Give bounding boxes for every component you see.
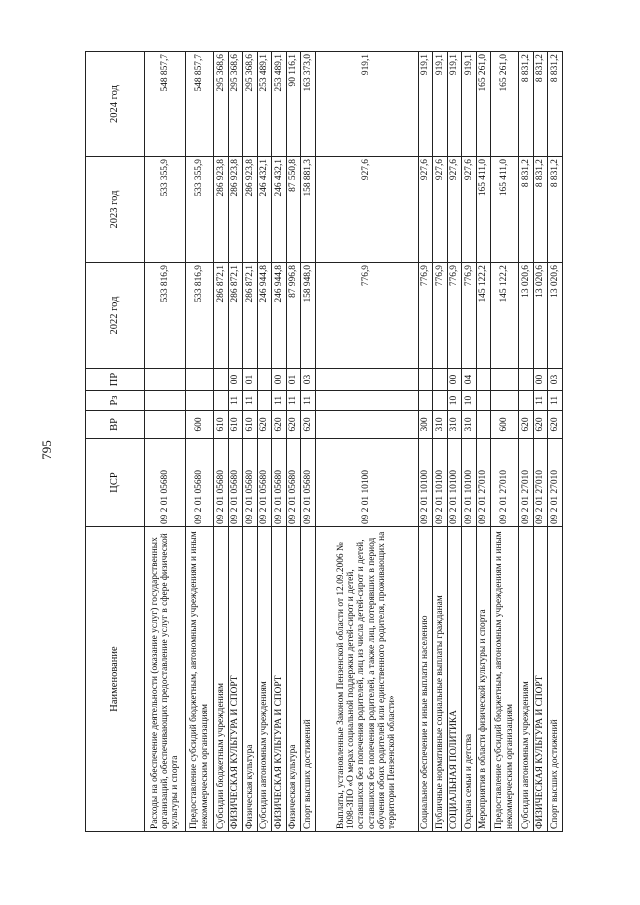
cell-pr: 00 — [228, 369, 243, 391]
cell-2024: 253 489,1 — [257, 52, 272, 157]
cell-pr — [315, 369, 418, 391]
cell-pr: 03 — [548, 369, 563, 391]
cell-name: Выплаты, установленные Законом Пензенской области от 12.09.2006 № 1098-ЗПО «О мерах социальной поддержки детей-сирот и детей, оставшихся без попечения родителей, лиц из числа детей-сирот и детей, оставшихся без попечения родителей, а также лиц, потерявших в период обучения обоих родителей или единственного родителя, проживающих на территории Пензенской области» — [315, 527, 418, 832]
cell-csr: 09 2 01 05680 — [145, 439, 186, 527]
cell-2023: 165 411,0 — [476, 157, 491, 263]
cell-rz: 11 — [272, 391, 287, 411]
cell-2023: 158 881,3 — [301, 157, 316, 263]
cell-rz — [315, 391, 418, 411]
cell-csr: 09 2 01 05680 — [214, 439, 229, 527]
cell-csr: 09 2 01 10100 — [315, 439, 418, 527]
header-rz: Рз — [86, 391, 145, 411]
cell-2023: 286 923,8 — [214, 157, 229, 263]
cell-rz: 11 — [301, 391, 316, 411]
cell-2023: 533 355,9 — [186, 157, 214, 263]
table-row — [301, 52, 316, 832]
table-row — [491, 52, 519, 832]
cell-rz: 11 — [286, 391, 301, 411]
cell-2023: 246 432,1 — [257, 157, 272, 263]
cell-csr: 09 2 01 05680 — [228, 439, 243, 527]
cell-csr: 09 2 01 27010 — [548, 439, 563, 527]
header-2023: 2023 год — [86, 157, 145, 263]
header-csr: ЦСР — [86, 439, 145, 527]
cell-rz — [145, 391, 186, 411]
header-2022: 2022 год — [86, 263, 145, 369]
cell-2024: 253 489,1 — [272, 52, 287, 157]
cell-vr — [315, 411, 418, 439]
cell-2022: 286 872,1 — [228, 263, 243, 369]
cell-name: ФИЗИЧЕСКАЯ КУЛЬТУРА И СПОРТ — [272, 527, 287, 832]
header-vr: ВР — [86, 411, 145, 439]
cell-pr: 01 — [243, 369, 258, 391]
cell-vr: 620 — [301, 411, 316, 439]
cell-name: Субсидии автономным учреждениям — [519, 527, 534, 832]
cell-2022: 776,9 — [418, 263, 433, 369]
cell-rz — [519, 391, 534, 411]
cell-rz: 10 — [462, 391, 477, 411]
cell-rz — [433, 391, 448, 411]
cell-name: ФИЗИЧЕСКАЯ КУЛЬТУРА И СПОРТ — [228, 527, 243, 832]
cell-pr — [214, 369, 229, 391]
cell-vr: 610 — [228, 411, 243, 439]
cell-vr: 620 — [548, 411, 563, 439]
cell-2024: 919,1 — [462, 52, 477, 157]
cell-name: Физическая культура — [243, 527, 258, 832]
cell-csr: 09 2 01 10100 — [462, 439, 477, 527]
cell-pr — [257, 369, 272, 391]
cell-rz: 11 — [548, 391, 563, 411]
cell-2024: 90 116,1 — [286, 52, 301, 157]
cell-vr: 600 — [491, 411, 519, 439]
cell-pr — [476, 369, 491, 391]
cell-vr: 620 — [257, 411, 272, 439]
cell-2023: 87 550,8 — [286, 157, 301, 263]
cell-name: Публичные нормативные социальные выплаты гражданам — [433, 527, 448, 832]
table-row — [315, 52, 418, 832]
cell-vr: 610 — [243, 411, 258, 439]
cell-rz — [476, 391, 491, 411]
cell-2024: 548 857,7 — [145, 52, 186, 157]
cell-rz — [491, 391, 519, 411]
cell-2022: 145 122,2 — [476, 263, 491, 369]
table-row — [476, 52, 491, 832]
cell-name: Социальное обеспечение и иные выплаты населению — [418, 527, 433, 832]
header-2024: 2024 год — [86, 52, 145, 157]
cell-name: Субсидии бюджетным учреждениям — [214, 527, 229, 832]
cell-name: Предоставление субсидий бюджетным, автономным учреждениям и иным некоммерческим организациям — [186, 527, 214, 832]
cell-2024: 295 368,6 — [228, 52, 243, 157]
cell-2024: 8 831,2 — [533, 52, 548, 157]
cell-2024: 548 857,7 — [186, 52, 214, 157]
cell-rz — [257, 391, 272, 411]
cell-rz — [418, 391, 433, 411]
cell-2022: 533 816,9 — [145, 263, 186, 369]
cell-vr: 620 — [533, 411, 548, 439]
cell-2022: 13 020,6 — [533, 263, 548, 369]
cell-pr — [186, 369, 214, 391]
cell-pr — [433, 369, 448, 391]
table-row — [272, 52, 287, 832]
cell-rz: 10 — [447, 391, 462, 411]
cell-2024: 919,1 — [447, 52, 462, 157]
cell-2022: 286 872,1 — [243, 263, 258, 369]
cell-2024: 295 368,6 — [243, 52, 258, 157]
cell-rz — [214, 391, 229, 411]
cell-name: Мероприятия в области физической культуры и спорта — [476, 527, 491, 832]
cell-2024: 919,1 — [418, 52, 433, 157]
cell-vr — [476, 411, 491, 439]
cell-2024: 8 831,2 — [548, 52, 563, 157]
cell-pr: 00 — [272, 369, 287, 391]
cell-pr: 00 — [533, 369, 548, 391]
cell-2024: 165 261,0 — [476, 52, 491, 157]
cell-pr — [519, 369, 534, 391]
cell-2023: 927,6 — [433, 157, 448, 263]
table-row — [533, 52, 548, 832]
cell-name: Расходы на обеспечение деятельности (оказание услуг) государственных организаций, обеспечивающих предоставление услуг в сфере физической культуры и спорта — [145, 527, 186, 832]
cell-2022: 13 020,6 — [548, 263, 563, 369]
cell-pr — [418, 369, 433, 391]
cell-csr: 09 2 01 10100 — [433, 439, 448, 527]
cell-2022: 776,9 — [462, 263, 477, 369]
cell-2022: 533 816,9 — [186, 263, 214, 369]
cell-name: Охрана семьи и детства — [462, 527, 477, 832]
cell-2024: 8 831,2 — [519, 52, 534, 157]
cell-2023: 533 355,9 — [145, 157, 186, 263]
table-row — [433, 52, 448, 832]
cell-rz: 11 — [228, 391, 243, 411]
cell-pr: 04 — [462, 369, 477, 391]
cell-2024: 295 368,6 — [214, 52, 229, 157]
cell-vr: 310 — [447, 411, 462, 439]
header-row — [86, 52, 145, 832]
cell-2023: 246 432,1 — [272, 157, 287, 263]
cell-name: ФИЗИЧЕСКАЯ КУЛЬТУРА И СПОРТ — [533, 527, 548, 832]
cell-2023: 927,6 — [462, 157, 477, 263]
table-row — [145, 52, 186, 832]
cell-2024: 163 373,0 — [301, 52, 316, 157]
cell-2024: 165 261,0 — [491, 52, 519, 157]
cell-pr: 01 — [286, 369, 301, 391]
table-row — [228, 52, 243, 832]
cell-name: СОЦИАЛЬНАЯ ПОЛИТИКА — [447, 527, 462, 832]
cell-csr: 09 2 01 27010 — [491, 439, 519, 527]
cell-csr: 09 2 01 05680 — [186, 439, 214, 527]
cell-csr: 09 2 01 05680 — [243, 439, 258, 527]
page-number: 795 — [39, 440, 54, 460]
cell-pr: 03 — [301, 369, 316, 391]
cell-pr: 00 — [447, 369, 462, 391]
cell-name: Спорт высших достижений — [301, 527, 316, 832]
cell-csr: 09 2 01 10100 — [418, 439, 433, 527]
cell-csr: 09 2 01 05680 — [286, 439, 301, 527]
cell-pr — [491, 369, 519, 391]
cell-2023: 165 411,0 — [491, 157, 519, 263]
cell-vr: 620 — [519, 411, 534, 439]
table-row — [257, 52, 272, 832]
cell-2023: 8 831,2 — [548, 157, 563, 263]
cell-csr: 09 2 01 27010 — [533, 439, 548, 527]
cell-name: Субсидии автономным учреждениям — [257, 527, 272, 832]
cell-2022: 246 944,8 — [272, 263, 287, 369]
cell-csr: 09 2 01 10100 — [447, 439, 462, 527]
cell-vr: 610 — [214, 411, 229, 439]
cell-vr: 310 — [462, 411, 477, 439]
cell-2022: 158 948,0 — [301, 263, 316, 369]
cell-rz: 11 — [533, 391, 548, 411]
cell-csr: 09 2 01 27010 — [476, 439, 491, 527]
cell-pr — [145, 369, 186, 391]
cell-2023: 8 831,2 — [533, 157, 548, 263]
cell-vr: 600 — [186, 411, 214, 439]
cell-2023: 927,6 — [315, 157, 418, 263]
cell-rz: 11 — [243, 391, 258, 411]
table-row — [447, 52, 462, 832]
cell-csr: 09 2 01 27010 — [519, 439, 534, 527]
table-row — [186, 52, 214, 832]
table-row — [548, 52, 563, 832]
cell-2022: 776,9 — [433, 263, 448, 369]
table-row — [243, 52, 258, 832]
cell-vr: 620 — [286, 411, 301, 439]
table-row — [462, 52, 477, 832]
cell-2022: 145 122,2 — [491, 263, 519, 369]
cell-vr: 310 — [433, 411, 448, 439]
budget-table — [85, 51, 563, 832]
cell-2022: 87 996,8 — [286, 263, 301, 369]
cell-2023: 8 831,2 — [519, 157, 534, 263]
header-name: Наименование — [86, 527, 145, 832]
cell-2023: 927,6 — [447, 157, 462, 263]
table-row — [519, 52, 534, 832]
header-pr: ПР — [86, 369, 145, 391]
cell-csr: 09 2 01 05680 — [301, 439, 316, 527]
cell-csr: 09 2 01 05680 — [257, 439, 272, 527]
table-row — [418, 52, 433, 832]
cell-2022: 776,9 — [447, 263, 462, 369]
cell-csr: 09 2 01 05680 — [272, 439, 287, 527]
cell-2022: 13 020,6 — [519, 263, 534, 369]
cell-name: Предоставление субсидий бюджетным, автономным учреждениям и иным некоммерческим организациям — [491, 527, 519, 832]
table-row — [214, 52, 229, 832]
cell-name: Спорт высших достижений — [548, 527, 563, 832]
cell-name: Физическая культура — [286, 527, 301, 832]
cell-2022: 776,9 — [315, 263, 418, 369]
cell-2022: 246 944,8 — [257, 263, 272, 369]
rotated-table-container — [85, 52, 560, 832]
cell-2024: 919,1 — [433, 52, 448, 157]
cell-2023: 927,6 — [418, 157, 433, 263]
table-row — [286, 52, 301, 832]
cell-2023: 286 923,8 — [243, 157, 258, 263]
cell-rz — [186, 391, 214, 411]
cell-2023: 286 923,8 — [228, 157, 243, 263]
cell-2022: 286 872,1 — [214, 263, 229, 369]
cell-vr: 620 — [272, 411, 287, 439]
cell-vr: 300 — [418, 411, 433, 439]
cell-vr — [145, 411, 186, 439]
cell-2024: 919,1 — [315, 52, 418, 157]
